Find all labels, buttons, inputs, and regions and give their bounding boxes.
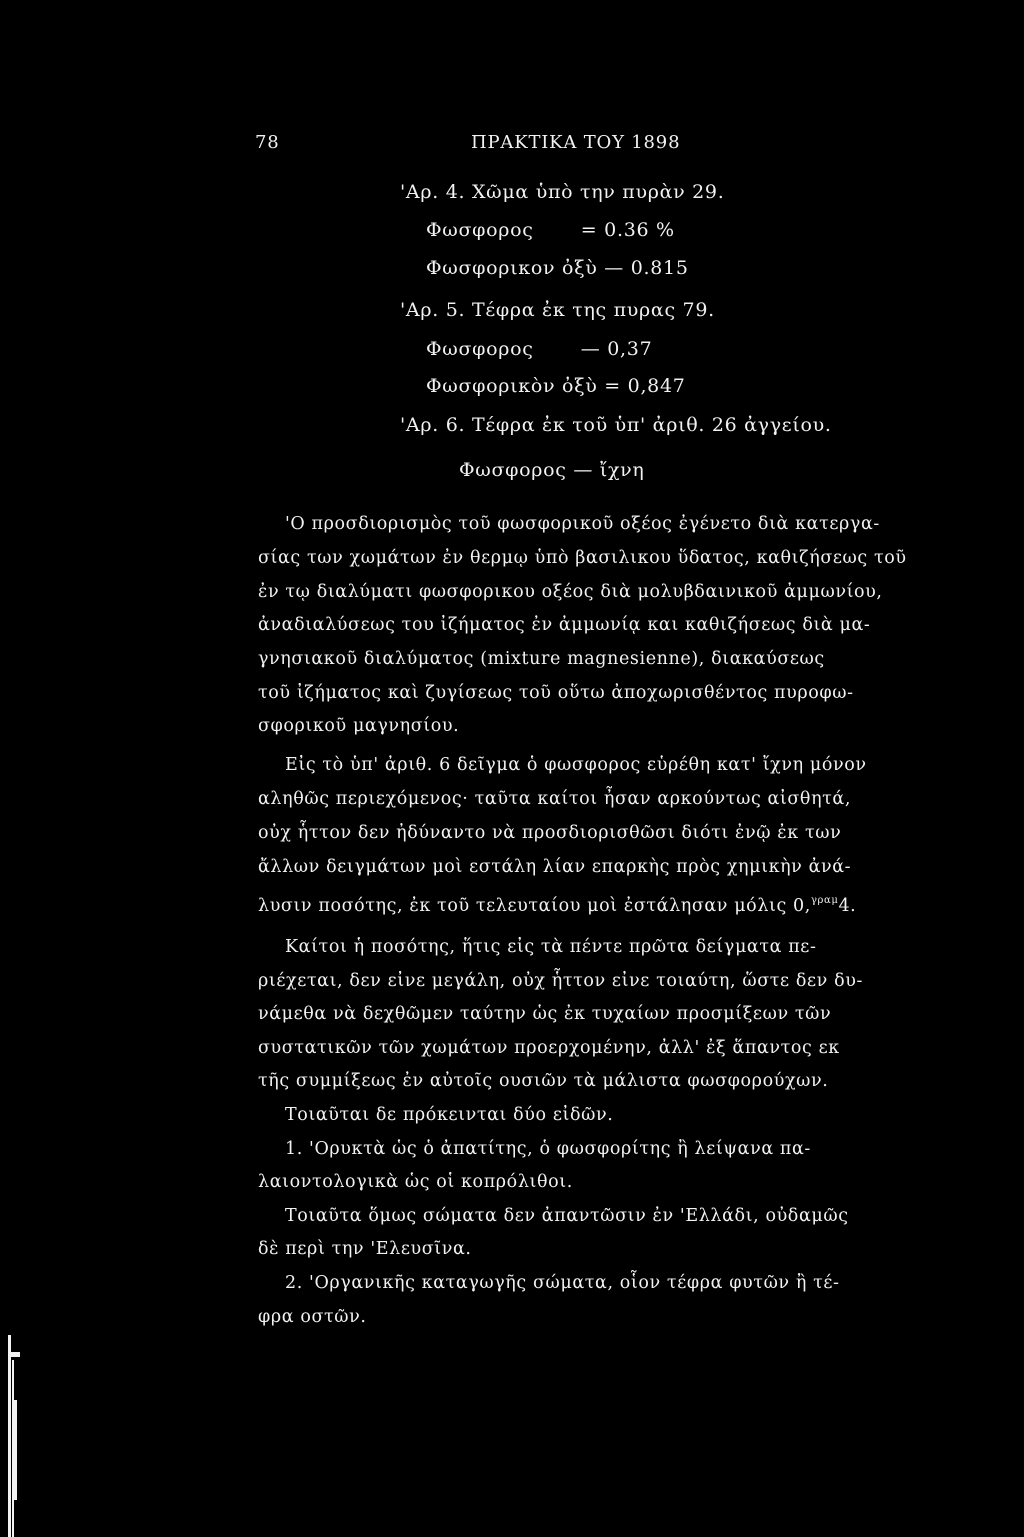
paragraph-1-line: σφορικοῦ μαγνησίου. xyxy=(258,716,460,736)
paragraph-2-line: Εἰς τὸ ὑπ' ἀριθ. 6 δεῖγμα ὁ φωσφορος εὑρέθη κατ' ἴχνη μόνον xyxy=(285,755,867,775)
paragraph-1-line: 'Ο προσδιορισμὸς τοῦ φωσφορικοῦ οξέος ἐγένετο διὰ κατεργα- xyxy=(285,514,880,534)
paragraph-3-line: δὲ περὶ την 'Ελευσῖνα. xyxy=(258,1239,472,1259)
paragraph-1-line: ἐν τῳ διαλύματι φωσφορικου οξέος διὰ μολυβδαινικοῦ ἀμμωνίου, xyxy=(258,582,883,602)
sample-6-title: 'Αρ. 6. Τέφρα ἐκ τοῦ ὑπ' ἀριθ. 26 ἀγγείου. xyxy=(400,414,832,436)
paragraph-2-last-end: 4. xyxy=(838,896,857,916)
sample-4-title: 'Αρ. 4. Χῶμα ὑπὸ την πυρὰν 29. xyxy=(400,181,725,203)
paragraph-3-line: Τοιαῦται δε πρόκεινται δύο εἰδῶν. xyxy=(285,1105,614,1125)
scan-edge-artifact xyxy=(14,1400,17,1500)
paragraph-1-line: γνησιακοῦ διαλύματος (mixture magnesienne), διακαύσεως xyxy=(258,649,825,669)
paragraph-1-line: τοῦ ἰζήματος καὶ ζυγίσεως τοῦ οὕτω ἀποχωρισθέντος πυροφω- xyxy=(258,683,854,703)
paragraph-2-line: ἄλλων δειγμάτων μοὶ εστάλη λίαν επαρκὴς πρὸς χημικὴν ἀνά- xyxy=(258,857,852,877)
paragraph-3-line: λαιοντολογικὰ ὡς οἱ κοπρόλιθοι. xyxy=(258,1172,573,1192)
paragraph-3-line: φρα οστῶν. xyxy=(258,1307,367,1327)
superscript-unit: γραμ xyxy=(810,895,839,906)
paragraph-3-line: Τοιαῦτα ὅμως σώματα δεν ἀπαντῶσιν ἐν 'Ελλάδι, οὐδαμῶς xyxy=(285,1206,849,1226)
paragraph-3-line: Καίτοι ἡ ποσότης, ἥτις εἰς τὰ πέντε πρῶτα δείγματα πε- xyxy=(285,937,817,957)
paragraph-3-line: νάμεθα νὰ δεχθῶμεν ταύτην ὡς ἐκ τυχαίων προσμίξεων τῶν xyxy=(258,1004,832,1024)
paragraph-1-line: ἀναδιαλύσεως του ἰζήματος ἐν ἀμμωνίᾳ και καθιζήσεως διὰ μα- xyxy=(258,615,871,635)
scan-edge-artifact xyxy=(8,1335,11,1537)
sample-5-row: Φωσφορος — 0,37 xyxy=(426,338,653,360)
paragraph-3-line: συστατικῶν τῶν χωμάτων προερχομένην, ἀλλ' ἐξ ἅπαντος εκ xyxy=(258,1038,840,1058)
paragraph-2-line: αληθῶς περιεχόμενος· ταῦτα καίτοι ἦσαν αρκούντως αἰσθητά, xyxy=(258,789,852,809)
page-number: 78 xyxy=(255,132,280,153)
sample-4-row: Φωσφορικον ὀξὺ — 0.815 xyxy=(426,257,689,279)
paragraph-2-line: οὐχ ἧττον δεν ἠδύναντο νὰ προσδιορισθῶσι διότι ἐνῷ ἐκ των xyxy=(258,823,842,843)
sample-4-row: Φωσφορος = 0.36 % xyxy=(426,219,675,241)
paragraph-3-line: ριέχεται, δεν εἰνε μεγάλη, οὐχ ἧττον εἰνε τοιαύτη, ὥστε δεν δυ- xyxy=(258,971,863,991)
sample-5-row: Φωσφορικὸν ὀξὺ = 0,847 xyxy=(426,375,686,397)
paragraph-2-line xyxy=(258,889,856,918)
sample-5-title: 'Αρ. 5. Τέφρα ἐκ της πυρας 79. xyxy=(400,299,715,321)
scan-edge-artifact xyxy=(8,1352,20,1357)
running-title: ΠΡΑΚΤΙΚΑ ΤΟΥ 1898 xyxy=(471,132,681,153)
paragraph-3-line: 1. 'Ορυκτὰ ὡς ὁ ἀπατίτης, ὁ φωσφορίτης ἢ λείψανα πα- xyxy=(285,1139,811,1159)
paragraph-3-line: τῆς συμμίξεως ἐν αὐτοῖς ουσιῶν τὰ μάλιστα φωσφορούχων. xyxy=(258,1071,829,1091)
paragraph-1-line: σίας των χωμάτων ἐν θερμῳ ὑπὸ βασιλικου ὕδατος, καθιζήσεως τοῦ xyxy=(258,548,907,568)
sample-6-row: Φωσφορος — ἴχνη xyxy=(459,459,645,481)
paragraph-3-line: 2. 'Οργανικῆς καταγωγῆς σώματα, οἷον τέφρα φυτῶν ἢ τέ- xyxy=(285,1273,840,1293)
paragraph-2-last-text: λυσιν ποσότης, ἐκ τοῦ τελευταίου μοὶ ἐστάλησαν μόλις 0, xyxy=(258,896,811,916)
